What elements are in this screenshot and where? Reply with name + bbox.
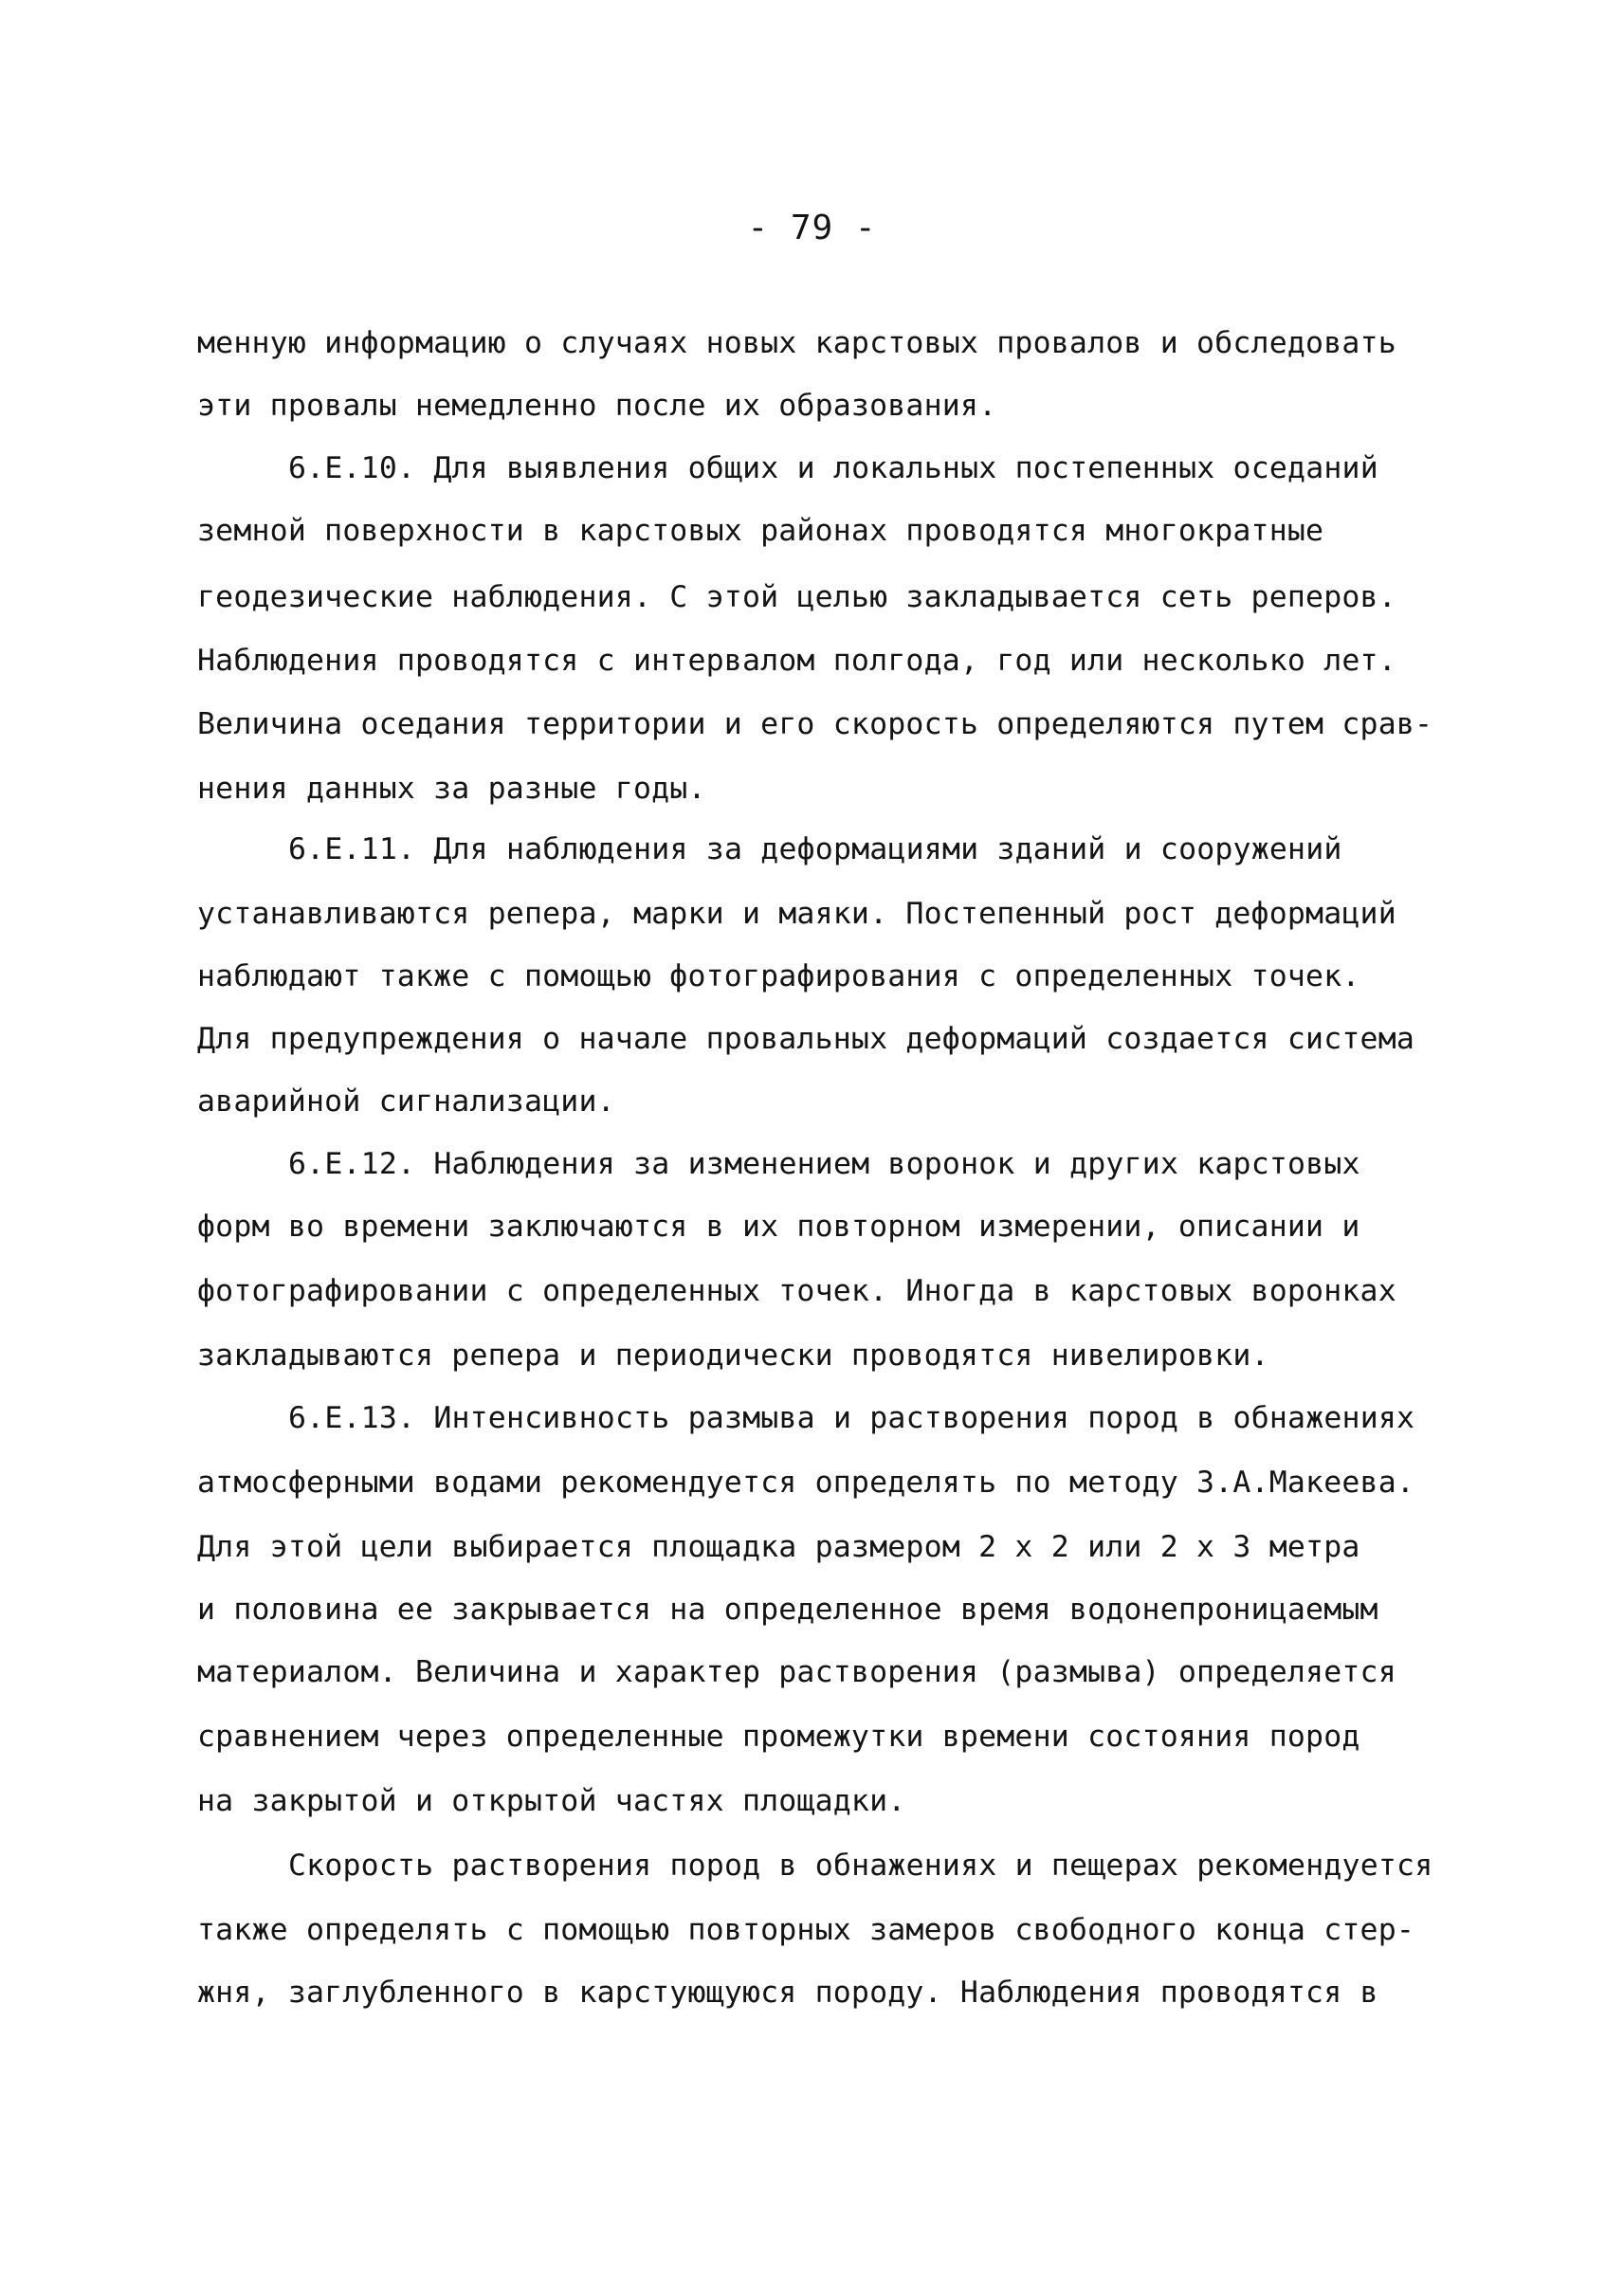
paragraph-start-line: 6.Е.11. Для наблюдения за деформациями зданий и сооружений — [288, 832, 1342, 866]
text-line: устанавливаются репера, марки и маяки. Постепенный рост деформаций — [197, 897, 1396, 931]
paragraph-start-line: 6.Е.12. Наблюдения за изменением воронок и других карстовых — [288, 1147, 1360, 1181]
paragraph-start-line: 6.Е.10. Для выявления общих и локальных постепенных оседаний — [288, 451, 1378, 485]
text-line: Наблюдения проводятся с интервалом полгода, год или несколько лет. — [197, 644, 1396, 678]
page-number: - 79 - — [747, 209, 877, 247]
text-line: нения данных за разные годы. — [197, 772, 706, 806]
text-line: Величина оседания территории и его скорость определяются путем срав- — [197, 707, 1433, 741]
text-line: атмосферными водами рекомендуется определять по методу З.А.Макеева. — [197, 1466, 1415, 1500]
paragraph-start-line: 6.Е.13. Интенсивность размыва и растворения пород в обнажениях — [288, 1401, 1415, 1435]
text-line: материалом. Величина и характер растворения (размыва) определяется — [197, 1655, 1396, 1689]
text-line: также определять с помощью повторных замеров свободного конца стер- — [197, 1913, 1415, 1947]
text-line: аварийной сигнализации. — [197, 1084, 615, 1119]
paragraph-start-line: Скорость растворения пород в обнажениях и пещерах рекомендуется — [288, 1849, 1433, 1883]
text-line: наблюдают также с помощью фотографирования с определенных точек. — [197, 959, 1360, 993]
text-line: геодезические наблюдения. С этой целью закладывается сеть реперов. — [197, 580, 1396, 614]
text-line: закладываются репера и периодически проводятся нивелировки. — [197, 1339, 1269, 1373]
text-line: форм во времени заключаются в их повторном измерении, описании и — [197, 1210, 1360, 1244]
text-line: на закрытой и открытой частях площадки. — [197, 1784, 906, 1818]
text-line: и половина ее закрывается на определенное время водонепроницаемым — [197, 1593, 1378, 1627]
text-line: фотографировании с определенных точек. Иногда в карстовых воронках — [197, 1274, 1396, 1308]
text-line: земной поверхности в карстовых районах проводятся многократные — [197, 514, 1324, 548]
text-line: жня, заглубленного в карстующуюся породу. Наблюдения проводятся в — [197, 1976, 1378, 2010]
text-line: Для предупреждения о начале провальных деформаций создается система — [197, 1022, 1415, 1056]
text-line: Для этой цели выбирается площадка размером 2 х 2 или 2 х 3 метра — [197, 1530, 1360, 1564]
text-line: эти провалы немедленно после их образования. — [197, 389, 997, 423]
text-line: менную информацию о случаях новых карстовых провалов и обследовать — [197, 326, 1396, 360]
text-line: сравнением через определенные промежутки времени состояния пород — [197, 1720, 1360, 1754]
